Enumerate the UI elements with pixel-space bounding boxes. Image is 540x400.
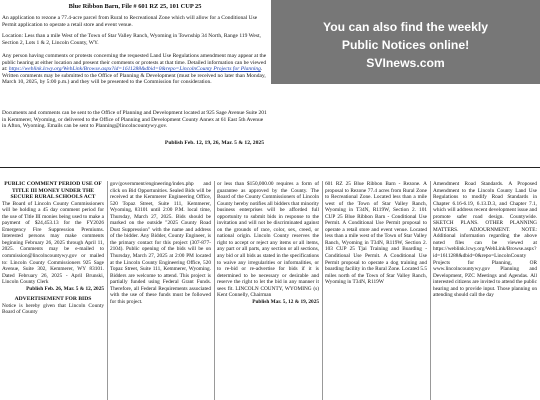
notice-title: Blue Ribbon Barn, File # 601 RZ 25, 101 CUP 25 [68, 3, 202, 10]
banner-site-link[interactable]: SVInews.com [366, 56, 445, 70]
notice-paragraph-comments [2, 53, 268, 86]
banner-line-2: Public Notices online! [341, 38, 470, 52]
notice-comments-text-2: . Written comments may be submitted to the Office of Planning & Development (must be received no later than Monday, March 10, 2025, by 5:00 p.m.) and they will be presented to the Commission for consideration. [2, 66, 266, 86]
notice-paragraph-documents: Documents and comments can be sent to the Office of Planning and Development located at 925 Sage Avenue Suite 201 in Kemmerer, Wyoming, or delivered to the Office of Planning and Development County Annex at 61 East 5th Avenue in Afton, Wyoming. Emails can be sent to Planning@lincolncountywy.gov. [2, 110, 267, 130]
title-iii-heading: PUBLIC COMMENT PERIOD USE OF TITLE III MONEY UNDER THE SECURE RURAL SCHOOLS ACT [4, 181, 102, 201]
banner-line-1: You can also find the weekly [322, 20, 489, 34]
notice-weblink[interactable]: https://weblink.lcwy.org/WebLink/Browse.aspx?id=1611288&dbid=0&repo=LincolnCounty Projects for Planning [8, 66, 261, 73]
title-iii-publish-dates: Publish Feb. 26, Mar. 5 & 12, 2025 [26, 285, 104, 292]
title-iii-body: The Board of Lincoln County Commissioners will be holding a 45 day comment period for the use of Title III monies being used to make a payment of $24,453.13 for the FY2026 Emergency Fire Suppression Premiums. Interested persons may make comments beginning February 26, 2025 through April 11, 2025. Comments may be e-mailed to commission@lincolncountywy.gov or mailed to: Lincoln County Commissioners 925 Sage Avenue, Suite 302, Kemmerer, WY 83101. Dated February 26, 2025 - April Brunski, Lincoln County Clerk [2, 200, 104, 286]
column-rule-4 [430, 181, 431, 400]
column-rule-1 [107, 181, 108, 400]
notice-publish-dates: Publish Feb. 12, 19, 26, Mar. 5 & 12, 2025 [164, 140, 264, 146]
column-title-iii [2, 181, 104, 400]
notice-paragraph-application: An application to rezone a 77.4-acre parcel from Rural to Recreational Zone which will allow for a Conditional Use Permit application to operate a retail store and event venue. [2, 15, 258, 28]
column-rule-2 [214, 181, 215, 400]
bids-publish-dates: Publish Mar. 5, 12 & 19, 2025 [252, 298, 319, 305]
section-divider [0, 167, 540, 168]
notice-paragraph-location: Location: Less than a mile West of the Town of Star Valley Ranch, Wyoming in Township 34 North, Range 119 West, Section 2, Lots 1 & 2, Lincoln County, WY. [2, 33, 261, 46]
column-planning-notes [433, 181, 537, 400]
column-bids-terms [217, 181, 319, 400]
column-bids-continued [110, 181, 211, 400]
planning-items-body: 601 RZ 25 Blue Ribbon Barn - Rezone. A proposal to Rezone 77.4 acres from Rural Zone to Recreational Zone. Located less than a mile west of the Town of Star Valley Ranch, Wyoming in T34N, R119W, Section 2. 101 CUP 25 Blue Ribbon Barn - Conditional Use Permit. A Conditional Use Permit proposal to operate a retail store and event venue. Located less than a mile west of the Town of Star Valley Ranch, Wyoming in T34N, R119W, Section 2. 103 CUP 25 Tjai Training and Boarding - Conditional Use Permit. A Conditional Use Permit proposal to operate a dog training and boarding facility in the Rural Zone. Located 5.5 miles north of the Town of Star Valley Ranch, Wyoming in T34N, R119W [325, 181, 427, 286]
bids-body: Notice is hereby given that Lincoln County Board of County [2, 302, 104, 316]
online-notices-banner [271, 0, 540, 84]
column-planning-items [325, 181, 427, 400]
notice-comments-text: Any person having comments or protests concerning the requested Land Use Regulations amendment may appear at the public hearing at either location and present their comments or protests at that time. Detailed information can be viewed at: [2, 53, 267, 73]
bids-heading: ADVERTISEMENT FOR BIDS [14, 296, 92, 303]
column-rule-3 [322, 181, 323, 400]
bids-terms-body: or less than $150,000.00 requires a form of guarantee as approved by the County. The Board of the County Commissioners of Lincoln County hereby notifies all bidders that minority business enterprises will be afforded full opportunity to submit bids in response to the invitation and will not be discriminated against on the grounds of race, color, sex, creed, or national origin. Lincoln County reserves the right to accept or reject any items or all items, any part or all parts, any section or all sections, any bid or all bids as stated in the specifications to waive any irregularities or informalities, or to re-bid or re-advertise for bids if it is determined to be necessary or desirable and reserve the right to let the bid in any manner it sees fit. LINCOLN COUNTY, WYOMING (s) Kent Connelly, Chairman [217, 181, 319, 299]
planning-notes-body: Amendment Road Standards. A Proposed Amendment to the Lincoln County Land Use Regulations to modify Road Standards in Chapter 6.16-6.19, 6.13.D.3, and Chapter 7.1, which will address recent development issue and promote safer road design. Countywide. SKETCH PLANS. OTHER PLANNING MATTERS. ADJOURNMENT. NOTE: Additional information regarding the above noted files can be viewed at https://weblink.lcwy.org/WebLink/Browse.aspx?id=1611288&dbid=0&repo=LincolnCounty Projects for Planning, OR www.lincolncountywy.gov Planning and Development, PZC Meetings and Agendas. All interested citizens are invited to attend the public hearing and to provide input. Those planning on attending should call the day [433, 181, 537, 299]
bids-continued-body: gov/government/engineering/index.php and click on Bid Opportunities. Sealed Bids will be received at the Kemmerer Engineering Office, 520 Topaz Street, Suite 111, Kemmerer, Wyoming, 83101 until 2:00 P.M. local time, Thursday, March 27, 2025. Bids should be marked on the outside "2025 County Road Dust Suppression" with the name and address of the bidder. Any Bidder, County Engineer, is the primary contact for this project (307-877-2104). Public opening of the bids will be on Thursday, March 27, 2025 at 2:00 PM located at the Lincoln County Engineering Office, 520 Topaz Street, Suite 111, Kemmerer, Wyoming. Bidders are welcome to attend. This project is partially funded using Federal Grant Funds. Therefore, all Federal Requirements associated with the use of these funds must be followed for this project. [110, 181, 211, 305]
